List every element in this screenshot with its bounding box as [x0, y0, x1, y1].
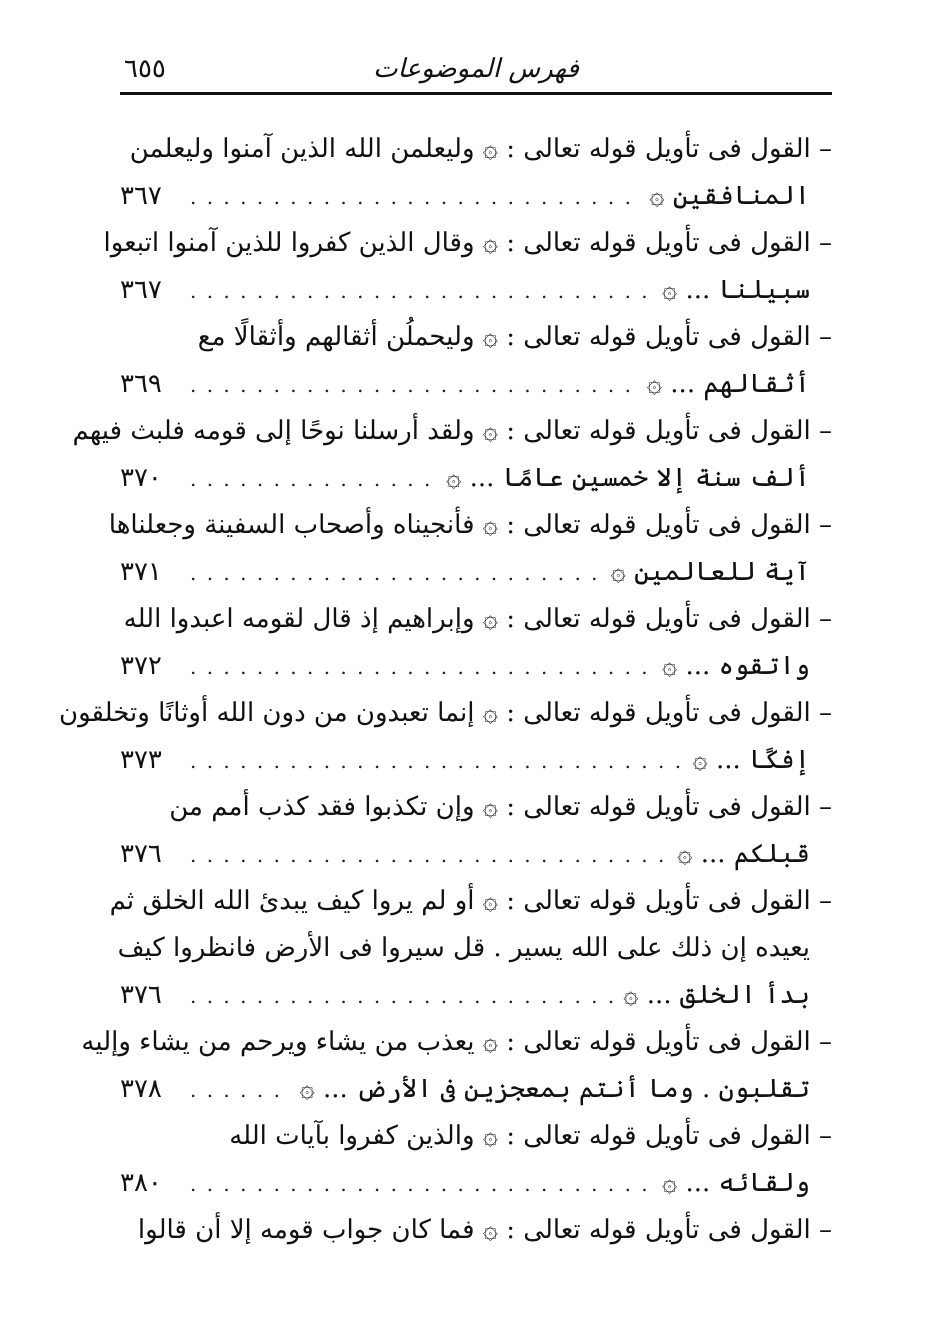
toc-entry-text: آية للعالمين ۞: [610, 557, 810, 587]
toc-page-number: ٣٦٧: [120, 181, 162, 211]
dot-leader: [190, 832, 667, 879]
toc-entry-line: [81, 1019, 832, 1066]
running-title: فهرس الموضوعات: [373, 54, 579, 84]
toc-entry-text: واتقوه ... ۞: [662, 651, 810, 681]
toc-entry-line: [120, 1160, 832, 1207]
toc-page-number: ٣٧٦: [120, 839, 162, 869]
toc-entry[interactable]: [108, 502, 832, 596]
toc-entry-line: [120, 1066, 832, 1113]
toc-entry-line: [120, 1207, 832, 1254]
toc-entry-text: – القول فى تأويل قوله تعالى : ۞ أو لم يروا كيف يبدئ الله الخلق ثم: [109, 886, 832, 916]
toc-entry-text: – القول فى تأويل قوله تعالى : ۞ وليحملُن أثقالهم وأثقالًا مع: [197, 322, 832, 352]
dot-leader: [190, 738, 683, 785]
toc-entry-line: [109, 878, 832, 925]
dot-leader: [190, 644, 652, 691]
toc-entry-line: [120, 972, 832, 1019]
toc-entry[interactable]: [120, 314, 832, 408]
toc-entry-text: – القول فى تأويل قوله تعالى : ۞ وقال الذين كفروا للذين آمنوا اتبعوا: [103, 228, 832, 258]
toc-entry-text: إفكًا ... ۞: [692, 745, 810, 775]
toc-entry-text: – القول فى تأويل قوله تعالى : ۞ فما كان جواب قومه إلا أن قالوا: [137, 1215, 832, 1245]
toc-page-number: ٣٧٦: [120, 980, 162, 1010]
toc-entry-line: [120, 831, 832, 878]
toc-entry-text: قبلكم ... ۞: [677, 839, 810, 869]
toc-page-number: ٣٧٣: [120, 745, 162, 775]
toc-entry-line: [108, 502, 832, 549]
toc-entry-line: [103, 220, 832, 267]
toc-entry-line: [72, 408, 832, 455]
toc-entry-line: [120, 455, 832, 502]
toc-entry-text: أثقالهم ... ۞: [646, 369, 810, 399]
toc-page-number: ٣٧٢: [120, 651, 162, 681]
toc-entry[interactable]: [120, 1207, 832, 1254]
toc-entry-text: سبيلنا ... ۞: [662, 275, 810, 305]
dot-leader: [190, 973, 613, 1020]
toc-entry-text: بدأ الخلق ... ۞: [623, 980, 810, 1010]
toc-entry-line: [120, 126, 832, 173]
toc-entry-line: [117, 925, 832, 972]
toc-entry-line: [120, 1113, 832, 1160]
toc-entry-text: – القول فى تأويل قوله تعالى : ۞ فأنجيناه وأصحاب السفينة وجعلناها: [108, 510, 832, 540]
toc-entry-text: – القول فى تأويل قوله تعالى : ۞ والذين كفروا بآيات الله: [229, 1121, 832, 1151]
toc-entry-text: تقلبون . وما أنتم بمعجزين فى الأرض ... ۞: [299, 1074, 810, 1104]
toc-entry[interactable]: [58, 690, 832, 784]
toc-entries: [58, 126, 832, 1254]
toc-entry[interactable]: [120, 1113, 832, 1207]
toc-entry-text: – القول فى تأويل قوله تعالى : ۞ يعذب من يشاء ويرحم من يشاء وإليه: [81, 1027, 832, 1057]
dot-leader: [190, 1067, 289, 1114]
page-number: ٦٥٥: [124, 54, 166, 84]
toc-entry-text: ولقائه ... ۞: [662, 1168, 810, 1198]
toc-entry-text: – القول فى تأويل قوله تعالى : ۞ إنما تعبدون من دون الله أوثانًا وتخلقون: [58, 698, 832, 728]
toc-entry[interactable]: [72, 408, 832, 502]
toc-entry-line: [120, 784, 832, 831]
toc-entry-text: – القول فى تأويل قوله تعالى : ۞ وإن تكذبوا فقد كذب أمم من: [169, 792, 832, 822]
toc-page-number: ٣٦٩: [120, 369, 162, 399]
page-header: [120, 44, 832, 95]
toc-entry-line: [120, 596, 832, 643]
toc-entry[interactable]: [81, 1019, 832, 1113]
dot-leader: [190, 550, 601, 597]
toc-entry-line: [120, 267, 832, 314]
toc-entry-line: [120, 361, 832, 408]
toc-entry[interactable]: [120, 596, 832, 690]
toc-entry-text: – القول فى تأويل قوله تعالى : ۞ ولقد أرسلنا نوحًا إلى قومه فلبث فيهم: [72, 416, 832, 446]
toc-entry-text: ألف سنة إلا خمسين عامًا ... ۞: [446, 463, 810, 493]
toc-entry-line: [58, 690, 832, 737]
toc-entry-line: [120, 643, 832, 690]
toc-entry[interactable]: [103, 220, 832, 314]
toc-entry[interactable]: [120, 126, 832, 220]
toc-entry-text: – القول فى تأويل قوله تعالى : ۞ وإبراهيم إذ قال لقومه اعبدوا الله: [123, 604, 832, 634]
toc-page-number: ٣٨٠: [120, 1168, 162, 1198]
toc-page-number: ٣٦٧: [120, 275, 162, 305]
dot-leader: [190, 362, 637, 409]
dot-leader: [190, 268, 652, 315]
toc-page-number: ٣٧٠: [120, 463, 162, 493]
toc-entry-line: [120, 737, 832, 784]
toc-entry-text: المنافقين ۞: [649, 181, 810, 211]
toc-entry[interactable]: [109, 878, 832, 1019]
toc-entry-line: [120, 314, 832, 361]
dot-leader: [190, 174, 639, 221]
toc-page-number: ٣٧١: [120, 557, 162, 587]
toc-entry-line: [120, 549, 832, 596]
dot-leader: [190, 1161, 652, 1208]
toc-entry-text: – القول فى تأويل قوله تعالى : ۞ وليعلمن الله الذين آمنوا وليعلمن: [129, 134, 832, 164]
toc-entry-text: يعيده إن ذلك على الله يسير . قل سيروا فى الأرض فانظروا كيف: [117, 933, 810, 963]
toc-entry[interactable]: [120, 784, 832, 878]
dot-leader: [190, 456, 436, 503]
toc-entry-line: [120, 173, 832, 220]
toc-page-number: ٣٧٨: [120, 1074, 162, 1104]
